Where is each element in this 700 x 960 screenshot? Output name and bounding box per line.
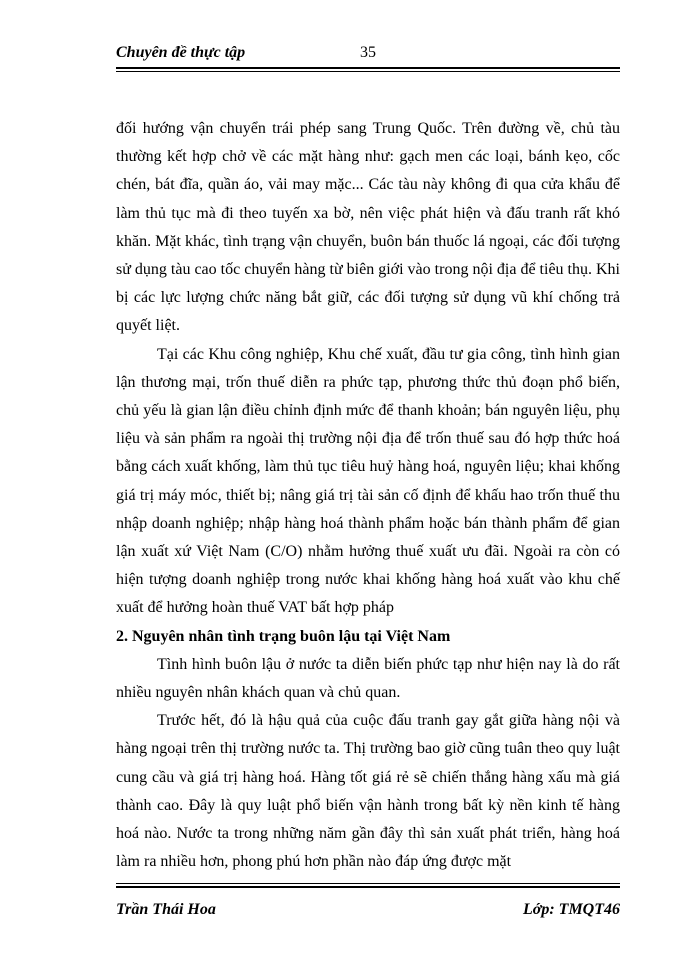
- footer-divider-thin: [116, 883, 620, 884]
- footer-class: Lớp: TMQT46: [522, 901, 620, 918]
- paragraph-3: Tình hình buôn lậu ở nước ta diễn biến phức tạp như hiện nay là do rất nhiều nguyên nhân khách quan và chủ quan.: [116, 655, 620, 702]
- page-number: 35: [360, 44, 376, 61]
- header-divider-thin: [116, 71, 620, 72]
- document-body: [116, 115, 620, 876]
- footer-author: Trần Thái Hoa: [116, 901, 216, 918]
- header-divider-thick: [116, 67, 620, 69]
- paragraph-4: Trước hết, đó là hậu quả của cuộc đấu tranh gay gắt giữa hàng nội và hàng ngoại trên thị trường nước ta. Thị trường bao giờ cũng tuân theo quy luật cung cầu và giá trị hàng hoá. Hàng tốt giá rẻ sẽ chiến thắng hàng xấu mà giá thành cao. Đây là quy luật phổ biến vận hành trong bất kỳ nền kinh tế hàng hoá nào. Nước ta trong những năm gần đây thì sản xuất phát triển, hàng hoá làm ra nhiều hơn, phong phú hơn phần nào đáp ứng được mặt: [116, 712, 620, 871]
- paragraph-1: đối hướng vận chuyển trái phép sang Trung Quốc. Trên đường về, chủ tàu thường kết hợp chở về các mặt hàng như: gạch men các loại, bánh kẹo, cốc chén, bát đĩa, quần áo, vải may mặc... Các tàu này không đi qua cửa khẩu để làm thủ tục mà đi theo tuyến xa bờ, nên việc phát hiện và đấu tranh rất khó khăn. Mặt khác, tình trạng vận chuyển, buôn bán thuốc lá ngoại, các đối tượng sử dụng tàu cao tốc chuyển hàng từ biên giới vào trong nội địa để tiêu thụ. Khi bị các lực lượng chức năng bắt giữ, các đối tượng sử dụng vũ khí chống trả quyết liệt.: [116, 120, 620, 335]
- paragraph-2: Tại các Khu công nghiệp, Khu chế xuất, đầu tư gia công, tình hình gian lận thương mại, trốn thuế diễn ra phức tạp, phương thức thủ đoạn phổ biến, chủ yếu là gian lận điều chỉnh định mức để thanh khoản; bán nguyên liệu, phụ liệu và sản phẩm ra ngoài thị trường nội địa để trốn thuế sau đó hợp thức hoá bằng cách xuất khống, làm thủ tục tiêu huỷ hàng hoá, nguyên liệu; khai khống giá trị máy móc, thiết bị; nâng giá trị tài sản cố định để khấu hao trốn thuế thu nhập doanh nghiệp; nhập hàng hoá thành phẩm hoặc bán thành phẩm để gian lận xuất xứ Việt Nam (C/O) nhằm hưởng thuế xuất ưu đãi. Ngoài ra còn có hiện tượng doanh nghiệp trong nước khai khống hàng hoá xuất vào khu chế xuất để hưởng hoàn thuế VAT bất hợp pháp: [116, 345, 620, 617]
- section-heading: 2. Nguyên nhân tình trạng buôn lậu tại Việt Nam: [116, 627, 451, 645]
- header-title: Chuyên đề thực tập: [116, 44, 246, 61]
- footer-divider-thick: [116, 886, 620, 888]
- page-header: [116, 44, 620, 66]
